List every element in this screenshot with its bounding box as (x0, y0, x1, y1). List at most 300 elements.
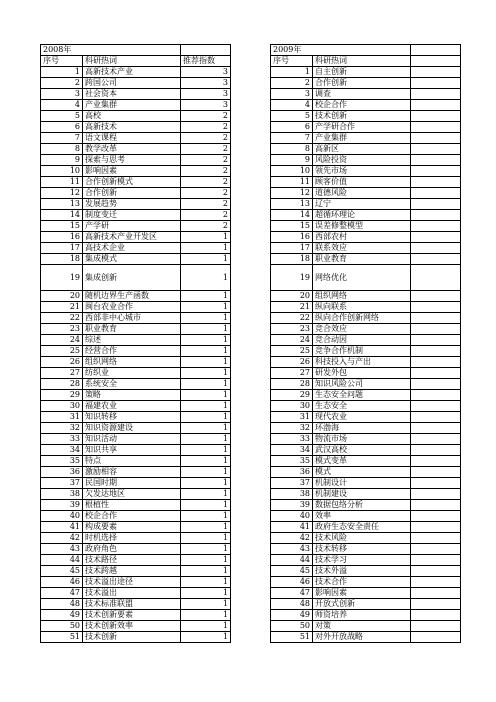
row-score-2008: 1 (181, 313, 231, 324)
row-word-2009: 风险投资 (313, 155, 411, 166)
row-word-2009: 机制建设 (313, 489, 411, 500)
row-score-2008: 2 (181, 133, 231, 144)
row-index-2008: 33 (41, 434, 83, 445)
row-index-2009: 8 (271, 144, 313, 155)
hot-words-sheet (40, 44, 461, 643)
row-index-2008: 9 (41, 155, 83, 166)
row-word-2008: 西部非中心城市 (83, 313, 181, 324)
row-index-2009: 3 (271, 89, 313, 100)
row-word-2009: 对策 (313, 621, 411, 632)
row-score-2008: 1 (181, 335, 231, 346)
row-index-2008: 36 (41, 467, 83, 478)
row-index-2009: 33 (271, 434, 313, 445)
row-index-2008: 13 (41, 199, 83, 210)
row-word-2009: 网络优化 (313, 265, 411, 291)
table-row (41, 412, 461, 423)
row-word-2008: 集成创新 (83, 265, 181, 291)
row-score-2008: 3 (181, 89, 231, 100)
row-index-2008: 48 (41, 599, 83, 610)
header-row (41, 56, 461, 67)
row-score-2008: 1 (181, 522, 231, 533)
table-row (41, 346, 461, 357)
row-word-2008: 高校 (83, 111, 181, 122)
row-word-2008: 知识活动 (83, 434, 181, 445)
table-row (41, 357, 461, 368)
row-word-2008: 技术跨越 (83, 566, 181, 577)
row-score-2008: 1 (181, 379, 231, 390)
row-index-2008: 21 (41, 302, 83, 313)
row-index-2008: 17 (41, 243, 83, 254)
table-row (41, 100, 461, 111)
row-score-2008: 2 (181, 166, 231, 177)
row-word-2008: 高新技术产业 (83, 67, 181, 78)
row-word-2008: 特点 (83, 456, 181, 467)
row-index-2008: 43 (41, 544, 83, 555)
row-word-2008: 时机选择 (83, 533, 181, 544)
row-score-2008: 1 (181, 511, 231, 522)
row-word-2008: 组织网络 (83, 357, 181, 368)
row-word-2008: 产业集群 (83, 100, 181, 111)
row-word-2008: 综述 (83, 335, 181, 346)
row-word-2009: 辽宁 (313, 199, 411, 210)
year-row (41, 45, 461, 56)
row-score-2008: 1 (181, 555, 231, 566)
table-row (41, 489, 461, 500)
row-word-2008: 知识资源建设 (83, 423, 181, 434)
row-index-2008: 46 (41, 577, 83, 588)
row-index-2009: 50 (271, 621, 313, 632)
row-index-2009: 39 (271, 500, 313, 511)
row-word-2009: 组织网络 (313, 291, 411, 302)
row-score-2008: 1 (181, 456, 231, 467)
row-index-2008: 5 (41, 111, 83, 122)
table-row (41, 500, 461, 511)
table-row (41, 423, 461, 434)
table-row (41, 456, 461, 467)
row-score-2008: 3 (181, 78, 231, 89)
row-index-2009: 4 (271, 100, 313, 111)
row-index-2008: 27 (41, 368, 83, 379)
table-row (41, 221, 461, 232)
table-row (41, 177, 461, 188)
row-index-2009: 35 (271, 456, 313, 467)
row-word-2008: 高技术企业 (83, 243, 181, 254)
row-word-2008: 技术创新 (83, 632, 181, 643)
row-index-2008: 16 (41, 232, 83, 243)
row-word-2008: 纺织业 (83, 368, 181, 379)
row-index-2009: 12 (271, 188, 313, 199)
row-index-2009: 5 (271, 111, 313, 122)
row-index-2008: 41 (41, 522, 83, 533)
table-row (41, 621, 461, 632)
table-row (41, 368, 461, 379)
row-score-2008: 2 (181, 210, 231, 221)
row-word-2009: 高新区 (313, 144, 411, 155)
row-word-2008: 合作创新 (83, 188, 181, 199)
row-word-2008: 激励相容 (83, 467, 181, 478)
row-word-2008: 技术创新效率 (83, 621, 181, 632)
row-score-2008: 2 (181, 111, 231, 122)
table-row (41, 144, 461, 155)
table-row (41, 254, 461, 265)
row-index-2009: 24 (271, 335, 313, 346)
row-word-2009: 研发外包 (313, 368, 411, 379)
row-word-2009: 竞合动因 (313, 335, 411, 346)
row-index-2009: 40 (271, 511, 313, 522)
table-row (41, 232, 461, 243)
row-word-2009: 生态安全问题 (313, 390, 411, 401)
row-index-2009: 19 (271, 265, 313, 291)
row-score-2008: 1 (181, 291, 231, 302)
row-score-2008: 1 (181, 599, 231, 610)
row-index-2009: 21 (271, 302, 313, 313)
row-index-2009: 1 (271, 67, 313, 78)
row-word-2009: 师资培养 (313, 610, 411, 621)
table-row (41, 210, 461, 221)
table-row (41, 89, 461, 100)
row-index-2008: 25 (41, 346, 83, 357)
row-index-2009: 44 (271, 555, 313, 566)
row-word-2008: 跨国公司 (83, 78, 181, 89)
row-score-2008: 1 (181, 621, 231, 632)
row-index-2009: 6 (271, 122, 313, 133)
row-score-2008: 2 (181, 199, 231, 210)
row-word-2009: 现代农业 (313, 412, 411, 423)
row-score-2008: 1 (181, 357, 231, 368)
row-score-2008: 1 (181, 500, 231, 511)
row-index-2009: 29 (271, 390, 313, 401)
row-index-2008: 32 (41, 423, 83, 434)
table-row (41, 313, 461, 324)
row-index-2008: 4 (41, 100, 83, 111)
table-row (41, 566, 461, 577)
row-word-2009: 竞合效应 (313, 324, 411, 335)
row-index-2008: 50 (41, 621, 83, 632)
row-word-2009: 技术转移 (313, 544, 411, 555)
row-index-2009: 32 (271, 423, 313, 434)
row-score-2008: 1 (181, 254, 231, 265)
row-index-2009: 43 (271, 544, 313, 555)
row-word-2009: 产学研合作 (313, 122, 411, 133)
row-word-2008: 影响因素 (83, 166, 181, 177)
row-score-2008: 1 (181, 467, 231, 478)
row-word-2008: 职业教育 (83, 324, 181, 335)
table-row (41, 78, 461, 89)
row-word-2009: 竞争合作机制 (313, 346, 411, 357)
row-index-2009: 42 (271, 533, 313, 544)
table-row (41, 445, 461, 456)
row-score-2008: 1 (181, 368, 231, 379)
row-word-2008: 技术溢出途径 (83, 577, 181, 588)
table-row (41, 302, 461, 313)
row-index-2008: 22 (41, 313, 83, 324)
row-index-2008: 19 (41, 265, 83, 291)
table-row (41, 599, 461, 610)
row-index-2009: 49 (271, 610, 313, 621)
row-index-2009: 2 (271, 78, 313, 89)
row-word-2009: 领先市场 (313, 166, 411, 177)
row-word-2008: 技术路径 (83, 555, 181, 566)
row-word-2009: 模式变革 (313, 456, 411, 467)
row-index-2009: 47 (271, 588, 313, 599)
row-index-2009: 51 (271, 632, 313, 643)
row-index-2008: 29 (41, 390, 83, 401)
row-score-2008: 1 (181, 265, 231, 291)
row-index-2008: 14 (41, 210, 83, 221)
table-row (41, 243, 461, 254)
row-score-2008: 1 (181, 610, 231, 621)
table-row (41, 401, 461, 412)
row-index-2009: 37 (271, 478, 313, 489)
row-index-2008: 24 (41, 335, 83, 346)
row-score-2008: 1 (181, 478, 231, 489)
row-score-2008: 2 (181, 188, 231, 199)
row-index-2009: 11 (271, 177, 313, 188)
row-score-2008: 1 (181, 445, 231, 456)
row-index-2008: 20 (41, 291, 83, 302)
table-row (41, 555, 461, 566)
row-word-2009: 技术创新 (313, 111, 411, 122)
row-word-2009: 环渤海 (313, 423, 411, 434)
row-word-2009: 合作创新 (313, 78, 411, 89)
row-word-2008: 根植性 (83, 500, 181, 511)
row-word-2009: 对外开放战略 (313, 632, 411, 643)
row-index-2008: 8 (41, 144, 83, 155)
row-word-2008: 集成模式 (83, 254, 181, 265)
row-index-2008: 6 (41, 122, 83, 133)
row-word-2009: 武汉高校 (313, 445, 411, 456)
row-word-2009: 顾客价值 (313, 177, 411, 188)
row-score-2008: 2 (181, 221, 231, 232)
table-row (41, 434, 461, 445)
row-index-2008: 51 (41, 632, 83, 643)
row-word-2008: 校企合作 (83, 511, 181, 522)
row-index-2009: 13 (271, 199, 313, 210)
row-index-2009: 30 (271, 401, 313, 412)
row-index-2009: 7 (271, 133, 313, 144)
row-word-2009: 效率 (313, 511, 411, 522)
row-index-2008: 12 (41, 188, 83, 199)
row-index-2009: 17 (271, 243, 313, 254)
table-row (41, 122, 461, 133)
row-score-2008: 1 (181, 401, 231, 412)
row-score-2008: 2 (181, 155, 231, 166)
row-score-2008: 1 (181, 577, 231, 588)
row-score-2008: 1 (181, 232, 231, 243)
row-index-2008: 26 (41, 357, 83, 368)
table-row (41, 335, 461, 346)
row-word-2008: 经营合作 (83, 346, 181, 357)
row-word-2009: 知识风险公司 (313, 379, 411, 390)
row-word-2008: 随机边界生产函数 (83, 291, 181, 302)
row-index-2008: 35 (41, 456, 83, 467)
row-word-2009: 技术外溢 (313, 566, 411, 577)
row-word-2008: 合作创新模式 (83, 177, 181, 188)
row-score-2008: 1 (181, 302, 231, 313)
row-index-2009: 34 (271, 445, 313, 456)
row-index-2009: 23 (271, 324, 313, 335)
row-score-2008: 1 (181, 544, 231, 555)
row-word-2008: 策略 (83, 390, 181, 401)
row-word-2009: 道德风险 (313, 188, 411, 199)
table-row (41, 478, 461, 489)
row-word-2008: 欠发达地区 (83, 489, 181, 500)
row-word-2008: 语文课程 (83, 133, 181, 144)
row-index-2009: 9 (271, 155, 313, 166)
row-word-2008: 制度变迁 (83, 210, 181, 221)
row-index-2009: 46 (271, 577, 313, 588)
row-word-2009: 误差修整模型 (313, 221, 411, 232)
row-index-2008: 42 (41, 533, 83, 544)
row-word-2009: 生态安全 (313, 401, 411, 412)
row-index-2008: 28 (41, 379, 83, 390)
row-score-2008: 1 (181, 434, 231, 445)
row-index-2008: 23 (41, 324, 83, 335)
row-index-2009: 10 (271, 166, 313, 177)
row-word-2008: 技术溢出 (83, 588, 181, 599)
year-2008-title: 2008年 (41, 45, 83, 56)
table-row (41, 588, 461, 599)
table-row (41, 610, 461, 621)
row-index-2009: 36 (271, 467, 313, 478)
row-word-2008: 民国时期 (83, 478, 181, 489)
row-index-2009: 27 (271, 368, 313, 379)
table-row (41, 467, 461, 478)
table-row (41, 188, 461, 199)
row-word-2009: 政府生态安全责任 (313, 522, 411, 533)
row-index-2008: 2 (41, 78, 83, 89)
row-index-2008: 37 (41, 478, 83, 489)
row-index-2009: 45 (271, 566, 313, 577)
row-word-2009: 影响因素 (313, 588, 411, 599)
header-index-2008: 序号 (41, 56, 83, 67)
row-word-2008: 社会资本 (83, 89, 181, 100)
table-row (41, 291, 461, 302)
row-score-2008: 2 (181, 177, 231, 188)
row-score-2008: 1 (181, 533, 231, 544)
table-row (41, 390, 461, 401)
row-score-2008: 2 (181, 144, 231, 155)
row-word-2009: 调查 (313, 89, 411, 100)
row-word-2008: 高新技术产业开发区 (83, 232, 181, 243)
row-score-2008: 3 (181, 100, 231, 111)
table-row (41, 67, 461, 78)
row-score-2008: 1 (181, 346, 231, 357)
row-word-2008: 教学改革 (83, 144, 181, 155)
row-word-2008: 闽台农业合作 (83, 302, 181, 313)
row-word-2009: 自主创新 (313, 67, 411, 78)
row-word-2008: 知识共享 (83, 445, 181, 456)
row-index-2009: 41 (271, 522, 313, 533)
row-score-2008: 1 (181, 588, 231, 599)
row-index-2008: 11 (41, 177, 83, 188)
row-word-2008: 知识转移 (83, 412, 181, 423)
row-index-2008: 30 (41, 401, 83, 412)
row-index-2009: 38 (271, 489, 313, 500)
table-row (41, 265, 461, 291)
table-row (41, 166, 461, 177)
row-word-2009: 联系效应 (313, 243, 411, 254)
row-word-2009: 模式 (313, 467, 411, 478)
row-word-2009: 产业集群 (313, 133, 411, 144)
row-index-2009: 25 (271, 346, 313, 357)
table-row (41, 324, 461, 335)
table-row (41, 533, 461, 544)
row-word-2009: 技术合作 (313, 577, 411, 588)
row-word-2009: 数据包络分析 (313, 500, 411, 511)
header-score-2008: 推荐指数 (181, 56, 231, 67)
row-index-2008: 47 (41, 588, 83, 599)
row-score-2008: 1 (181, 566, 231, 577)
row-index-2009: 28 (271, 379, 313, 390)
row-word-2009: 科技投入与产出 (313, 357, 411, 368)
table-row (41, 577, 461, 588)
row-score-2008: 1 (181, 489, 231, 500)
table-row (41, 632, 461, 643)
row-index-2008: 39 (41, 500, 83, 511)
row-word-2008: 构成要素 (83, 522, 181, 533)
row-word-2008: 系统安全 (83, 379, 181, 390)
row-word-2008: 技术创新要素 (83, 610, 181, 621)
row-word-2009: 职业教育 (313, 254, 411, 265)
table-row (41, 199, 461, 210)
row-index-2008: 44 (41, 555, 83, 566)
table-row (41, 133, 461, 144)
row-index-2008: 7 (41, 133, 83, 144)
row-index-2009: 22 (271, 313, 313, 324)
header-index-2009: 序号 (271, 56, 313, 67)
row-index-2008: 18 (41, 254, 83, 265)
row-word-2008: 高新技术 (83, 122, 181, 133)
header-word-2009: 科研热词 (313, 56, 411, 67)
row-index-2009: 48 (271, 599, 313, 610)
row-index-2008: 1 (41, 67, 83, 78)
table-row (41, 544, 461, 555)
row-index-2009: 16 (271, 232, 313, 243)
row-index-2008: 45 (41, 566, 83, 577)
table-row (41, 511, 461, 522)
row-word-2009: 超循环理论 (313, 210, 411, 221)
row-word-2009: 技术风险 (313, 533, 411, 544)
row-word-2009: 机制设计 (313, 478, 411, 489)
row-index-2009: 20 (271, 291, 313, 302)
row-word-2009: 纵向联系 (313, 302, 411, 313)
table-row (41, 522, 461, 533)
row-score-2008: 1 (181, 423, 231, 434)
header-word-2008: 科研热词 (83, 56, 181, 67)
row-score-2008: 1 (181, 390, 231, 401)
row-index-2008: 3 (41, 89, 83, 100)
table-row (41, 155, 461, 166)
row-score-2008: 1 (181, 324, 231, 335)
row-index-2008: 38 (41, 489, 83, 500)
row-word-2008: 发展趋势 (83, 199, 181, 210)
row-index-2008: 34 (41, 445, 83, 456)
row-word-2008: 产学研 (83, 221, 181, 232)
row-index-2009: 15 (271, 221, 313, 232)
row-index-2009: 31 (271, 412, 313, 423)
table-row (41, 379, 461, 390)
year-2009-title: 2009年 (271, 45, 313, 56)
row-word-2008: 探索与思考 (83, 155, 181, 166)
row-word-2009: 西部农村 (313, 232, 411, 243)
row-word-2008: 福建农业 (83, 401, 181, 412)
table-row (41, 111, 461, 122)
row-word-2008: 政府角色 (83, 544, 181, 555)
row-word-2008: 技术标准联盟 (83, 599, 181, 610)
row-word-2009: 校企合作 (313, 100, 411, 111)
row-index-2009: 18 (271, 254, 313, 265)
